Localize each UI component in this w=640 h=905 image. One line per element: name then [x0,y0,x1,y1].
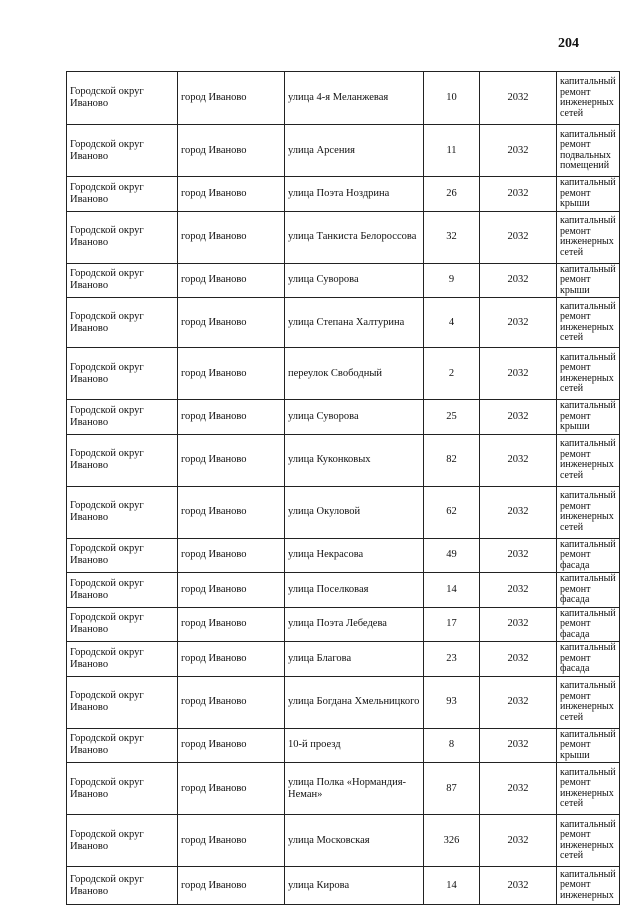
cell-city: город Иваново [178,434,285,486]
cell-city: город Иваново [178,538,285,573]
table-row [67,676,620,728]
cell-district: Городской округ Иваново [67,348,178,400]
cell-house-number: 93 [424,676,480,728]
cell-work-type: капитальный ремонт инженерных сетей [557,211,620,263]
cell-work-type: капитальный ремонт фасада [557,607,620,642]
cell-year: 2032 [480,434,557,486]
cell-city: город Иваново [178,728,285,763]
cell-district: Городской округ Иваново [67,642,178,677]
cell-district: Городской округ Иваново [67,728,178,763]
cell-street: улица Полка «Нормандия-Неман» [285,763,424,815]
cell-house-number: 14 [424,867,480,905]
cell-street: улица Степана Халтурина [285,298,424,348]
cell-house-number: 11 [424,125,480,177]
cell-year: 2032 [480,573,557,608]
table-row [67,348,620,400]
cell-year: 2032 [480,867,557,905]
cell-year: 2032 [480,815,557,867]
cell-house-number: 25 [424,400,480,435]
cell-street: улица Поэта Ноздрина [285,177,424,212]
cell-city: город Иваново [178,72,285,125]
cell-city: город Иваново [178,815,285,867]
table-row [67,434,620,486]
cell-work-type: капитальный ремонт инженерных сетей [557,676,620,728]
cell-work-type: капитальный ремонт крыши [557,728,620,763]
cell-year: 2032 [480,348,557,400]
cell-house-number: 32 [424,211,480,263]
cell-city: город Иваново [178,263,285,298]
cell-city: город Иваново [178,642,285,677]
cell-year: 2032 [480,486,557,538]
cell-street: улица Поэта Лебедева [285,607,424,642]
cell-house-number: 23 [424,642,480,677]
cell-year: 2032 [480,400,557,435]
table-row [67,486,620,538]
cell-street: переулок Свободный [285,348,424,400]
cell-year: 2032 [480,728,557,763]
cell-work-type: капитальный ремонт инженерных сетей [557,348,620,400]
cell-street: улица Кирова [285,867,424,905]
cell-district: Городской округ Иваново [67,177,178,212]
cell-year: 2032 [480,676,557,728]
cell-work-type: капитальный ремонт инженерных сетей [557,298,620,348]
cell-city: город Иваново [178,486,285,538]
cell-house-number: 4 [424,298,480,348]
table-row [67,573,620,608]
cell-street: улица Куконковых [285,434,424,486]
cell-work-type: капитальный ремонт крыши [557,263,620,298]
cell-district: Городской округ Иваново [67,538,178,573]
cell-street: 10-й проезд [285,728,424,763]
cell-year: 2032 [480,763,557,815]
cell-year: 2032 [480,538,557,573]
cell-year: 2032 [480,263,557,298]
cell-district: Городской округ Иваново [67,607,178,642]
cell-district: Городской округ Иваново [67,263,178,298]
cell-house-number: 87 [424,763,480,815]
cell-city: город Иваново [178,573,285,608]
cell-year: 2032 [480,642,557,677]
cell-house-number: 10 [424,72,480,125]
cell-house-number: 2 [424,348,480,400]
cell-work-type: капитальный ремонт фасада [557,538,620,573]
cell-year: 2032 [480,125,557,177]
cell-house-number: 26 [424,177,480,212]
cell-district: Городской округ Иваново [67,125,178,177]
cell-work-type: капитальный ремонт крыши [557,177,620,212]
cell-street: улица Арсения [285,125,424,177]
cell-street: улица Суворова [285,400,424,435]
cell-city: город Иваново [178,298,285,348]
cell-work-type: капитальный ремонт инженерных [557,867,620,905]
cell-city: город Иваново [178,676,285,728]
cell-year: 2032 [480,177,557,212]
table-row [67,72,620,125]
cell-district: Городской округ Иваново [67,573,178,608]
cell-street: улица Московская [285,815,424,867]
table-row [67,867,620,905]
cell-district: Городской округ Иваново [67,211,178,263]
cell-district: Городской округ Иваново [67,867,178,905]
table-body [67,72,620,905]
cell-district: Городской округ Иваново [67,763,178,815]
table-row [67,125,620,177]
cell-work-type: капитальный ремонт инженерных сетей [557,763,620,815]
cell-house-number: 49 [424,538,480,573]
cell-city: город Иваново [178,400,285,435]
table-row [67,728,620,763]
cell-work-type: капитальный ремонт крыши [557,400,620,435]
cell-work-type: капитальный ремонт инженерных сетей [557,815,620,867]
cell-city: город Иваново [178,867,285,905]
table-row [67,642,620,677]
cell-street: улица Поселковая [285,573,424,608]
table-row [67,177,620,212]
cell-street: улица Окуловой [285,486,424,538]
cell-year: 2032 [480,72,557,125]
cell-house-number: 8 [424,728,480,763]
table-row [67,815,620,867]
cell-house-number: 14 [424,573,480,608]
table-row [67,211,620,263]
cell-house-number: 17 [424,607,480,642]
cell-street: улица Благова [285,642,424,677]
cell-work-type: капитальный ремонт подвальных помещений [557,125,620,177]
cell-district: Городской округ Иваново [67,298,178,348]
table-row [67,263,620,298]
cell-work-type: капитальный ремонт фасада [557,573,620,608]
cell-house-number: 9 [424,263,480,298]
cell-district: Городской округ Иваново [67,486,178,538]
housing-repair-table [66,71,620,905]
cell-city: город Иваново [178,211,285,263]
cell-district: Городской округ Иваново [67,676,178,728]
cell-district: Городской округ Иваново [67,815,178,867]
cell-city: город Иваново [178,763,285,815]
cell-district: Городской округ Иваново [67,400,178,435]
cell-street: улица Суворова [285,263,424,298]
cell-street: улица 4-я Меланжевая [285,72,424,125]
cell-district: Городской округ Иваново [67,72,178,125]
cell-district: Городской округ Иваново [67,434,178,486]
cell-house-number: 326 [424,815,480,867]
page-number: 204 [558,36,579,51]
cell-city: город Иваново [178,177,285,212]
table-row [67,607,620,642]
cell-year: 2032 [480,298,557,348]
cell-year: 2032 [480,607,557,642]
cell-city: город Иваново [178,607,285,642]
table-row [67,538,620,573]
cell-house-number: 82 [424,434,480,486]
table-row [67,298,620,348]
cell-street: улица Танкиста Белороссова [285,211,424,263]
cell-work-type: капитальный ремонт инженерных сетей [557,434,620,486]
cell-city: город Иваново [178,125,285,177]
cell-year: 2032 [480,211,557,263]
cell-street: улица Богдана Хмельницкого [285,676,424,728]
cell-house-number: 62 [424,486,480,538]
cell-work-type: капитальный ремонт фасада [557,642,620,677]
cell-work-type: капитальный ремонт инженерных сетей [557,486,620,538]
cell-city: город Иваново [178,348,285,400]
table-row [67,763,620,815]
table-row [67,400,620,435]
cell-street: улица Некрасова [285,538,424,573]
cell-work-type: капитальный ремонт инженерных сетей [557,72,620,125]
